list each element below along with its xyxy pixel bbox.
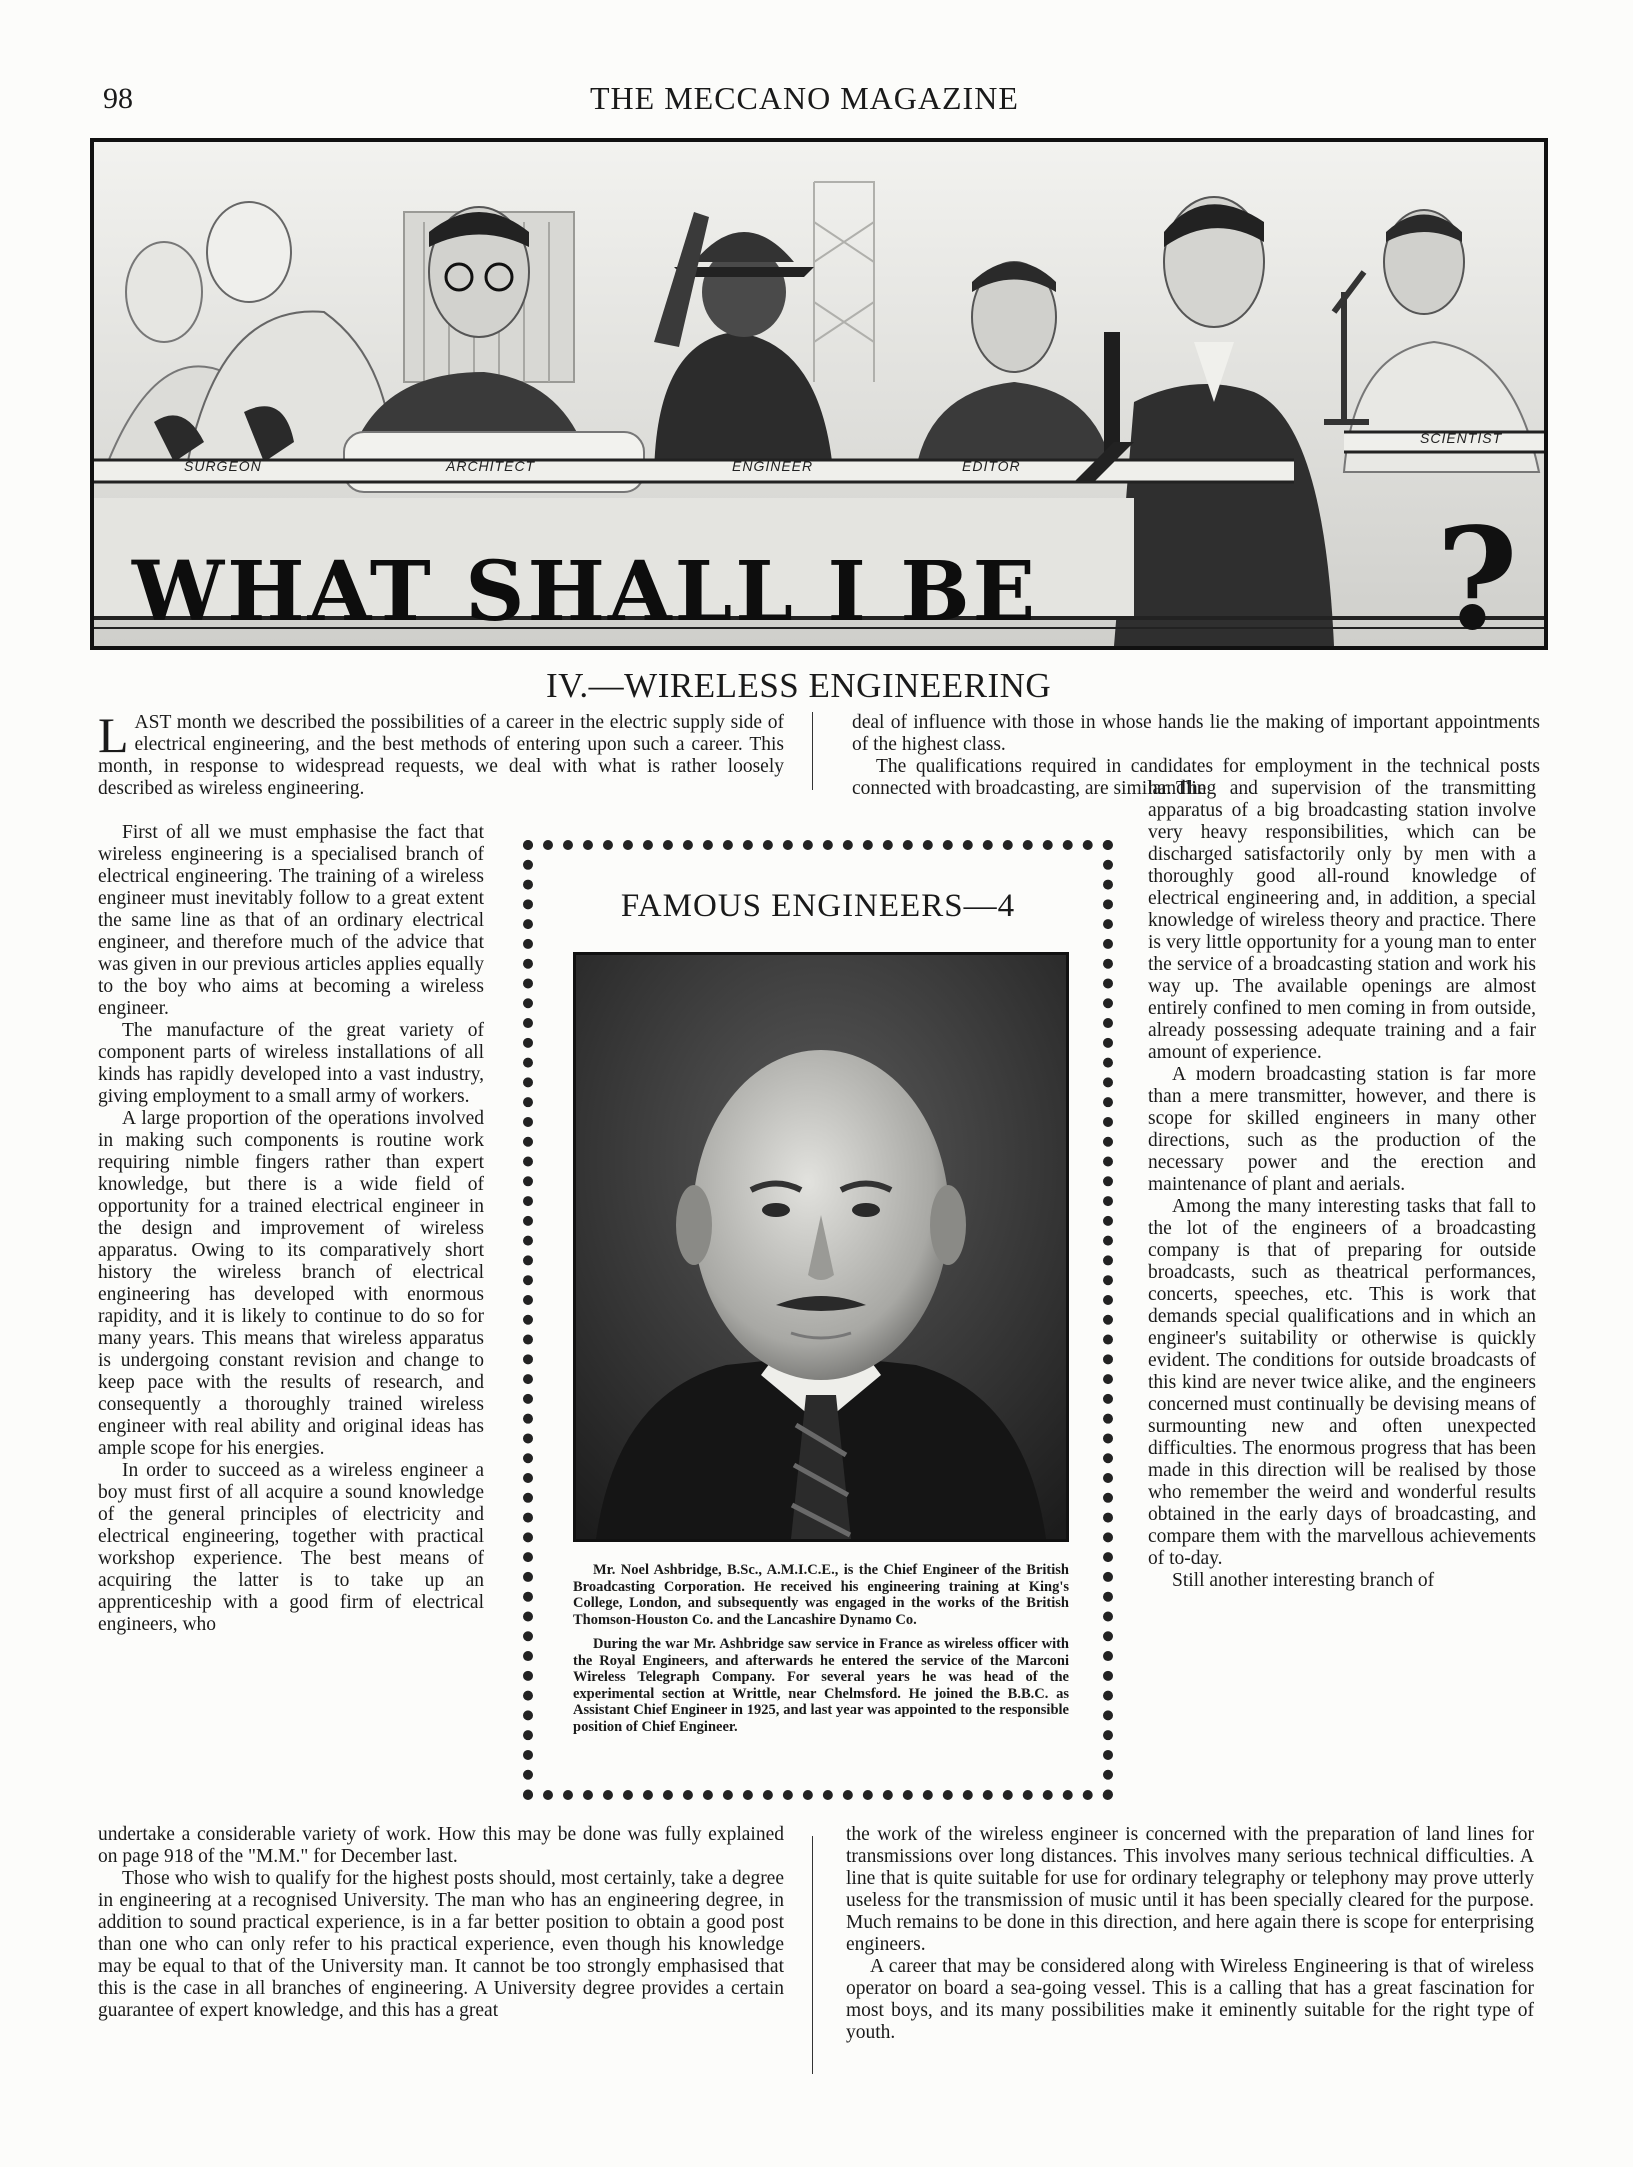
paragraph: Among the many interesting tasks that fall to the lot of the engineers of a broadcasting company is that of preparing for outside broadcasts, such as theatrical performances, concerts, speeches, etc. This is work that demands special qualifications and in which an engineer's suitability or otherwise is quickly evident. The conditions for outside broadcasts of this kind are never twice alike, and the engineers concerned must continually be devising means of surmounting new and often unexpected difficulties. The enormous progress that has been made in this direction will be realised by those who remember the weird and wonderful results obtained in the early days of broadcasting, and compare them with the marvellous achievements of to-day. — [1148, 1196, 1536, 1569]
intro-right-paragraph: The qualifications required in candidates for employment in the technical posts connected with broadcasting, are similar. The — [852, 756, 1540, 799]
paragraph: undertake a considerable variety of work. How this may be done was fully explained on page 918 of the "M.M." for December last. — [98, 1824, 784, 1867]
column-rule — [812, 1836, 813, 2074]
label-surgeon: SURGEON — [184, 458, 262, 474]
caption-paragraph: Mr. Noel Ashbridge, B.Sc., A.M.I.C.E., is the Chief Engineer of the British Broadcasting Corporation. He received his engineering training at King's College, London, and subsequently was engaged in the works of the British Thomson-Houston Co. and the Lancashire Dynamo Co. — [573, 1562, 1069, 1628]
paragraph: A large proportion of the operations involved in making such components is routine work requiring nimble fingers rather than expert knowledge, but there is a wide field of opportunity for a trained electrical engineer in the design and improvement of wireless apparatus. Owing to its comparatively short history the wireless branch of electrical engineering has developed with enormous rapidity, and it is likely to continue to do so for many years. This means that wireless apparatus is undergoing constant revision and change to keep pace with the results of research, and consequently a thoroughly trained wireless engineer with real ability and original ideas has ample scope for his energies. — [98, 1108, 484, 1459]
paragraph: In order to succeed as a wireless engineer a boy must first of all acquire a sound knowledge of the general principles of electricity and electrical engineering, together with practical workshop experience. The best means of acquiring the latter is to take up an apprenticeship with a good firm of electrical engineers, who — [98, 1460, 484, 1635]
left-column — [98, 822, 484, 1636]
paragraph: The manufacture of the great variety of component parts of wireless installations of all kinds has rapidly developed into a vast industry, giving employment to a small army of workers. — [98, 1020, 484, 1107]
banner-question-mark: ? — [1436, 498, 1519, 650]
intro-left-text: AST month we described the possibilities of a career in the electric supply side of electrical engineering, and the best methods of entering upon such a career. This month, in response to widespread requests, we deal with what is rather loosely described as wireless engineering. — [98, 712, 784, 799]
banner-title: WHAT SHALL I BE — [132, 544, 1039, 640]
paragraph: Those who wish to qualify for the highest posts should, most certainly, take a degree in engineering at a recognised University. The man who has an engineering degree, in addition to sound practical experience, is in a far better position to obtain a good post than one who can only refer to his practical experience, even though his knowledge may be equal to that of the University man. It cannot be too strongly emphasised that this is the case in all branches of engineering. A University degree provides a certain guarantee of expert knowledge, and this has a great — [98, 1868, 784, 2021]
label-architect: ARCHITECT — [446, 458, 536, 474]
dropcap: L — [98, 707, 129, 763]
column-rule — [812, 712, 813, 790]
portrait-photo — [573, 952, 1069, 1542]
portrait-caption — [573, 1562, 1069, 1743]
banner-illustration — [90, 138, 1548, 650]
label-engineer: ENGINEER — [732, 458, 814, 474]
box-title: FAMOUS ENGINEERS—4 — [620, 888, 1016, 924]
portrait-artwork — [576, 955, 1066, 1539]
label-scientist: SCIENTIST — [1420, 430, 1503, 446]
paragraph: First of all we must emphasise the fact that wireless engineering is a specialised branch of electrical engineering. The training of a wireless engineer must inevitably follow to a great extent the same line as that of an ordinary electrical engineer, and therefore much of the advice that was given in our previous articles applies equally to the boy who aims at becoming a wireless engineer. — [98, 822, 484, 1019]
magazine-title: THE MECCANO MAGAZINE — [590, 80, 1019, 116]
famous-engineers-box — [523, 840, 1113, 1800]
bottom-right-column — [846, 1824, 1534, 2044]
paragraph: handling and supervision of the transmitting apparatus of a big broadcasting station involve very heavy responsibilities, which can be discharged satisfactorily only by men with a thoroughly good all-round knowledge of electrical engineering and, in addition, a special knowledge of wireless theory and practice. There is very little opportunity for a young man to enter the service of a broadcasting station and work his way up. The available openings are almost entirely confined to men coming in from outside, already possessing adequate training and a fair amount of experience. — [1148, 778, 1536, 1063]
intro-right-paragraph: deal of influence with those in whose hands lie the making of important appointments of the highest class. — [852, 712, 1540, 755]
page-number: 98 — [103, 82, 133, 115]
label-editor: EDITOR — [962, 458, 1021, 474]
paragraph: A modern broadcasting station is far more than a mere transmitter, however, and there is scope for skilled engineers in many other directions, such as the production of the necessary power and the erection and maintenance of plant and aerials. — [1148, 1064, 1536, 1195]
intro-left — [98, 707, 784, 800]
bottom-left-column — [98, 1824, 784, 2022]
paragraph: the work of the wireless engineer is concerned with the preparation of land lines for transmissions over long distances. This involves many serious technical difficulties. A line that is quite suitable for use for ordinary telegraphy or telephony may prove utterly useless for the transmission of music until it has been specially cleared for the purpose. Much remains to be done in this direction, and here again there is scope for enterprising engineers. — [846, 1824, 1534, 1955]
caption-paragraph: During the war Mr. Ashbridge saw service in France as wireless officer with the Royal Engineers, and afterwards he entered the service of the Marconi Wireless Telegraph Company. For several years he was head of the experimental section at Writtle, near Chelmsford. He joined the B.B.C. as Assistant Chief Engineer in 1925, and last year was appointed to the responsible position of Chief Engineer. — [573, 1636, 1069, 1735]
paragraph: Still another interesting branch of — [1172, 1570, 1435, 1591]
right-column — [1148, 778, 1536, 1592]
paragraph: A career that may be considered along with Wireless Engineering is that of wireless operator on board a sea-going vessel. This is a calling that has a great fascination for most boys, and its many possibilities make it eminently suitable for the right type of youth. — [846, 1956, 1534, 2043]
article-heading: IV.—WIRELESS ENGINEERING — [546, 666, 1052, 705]
